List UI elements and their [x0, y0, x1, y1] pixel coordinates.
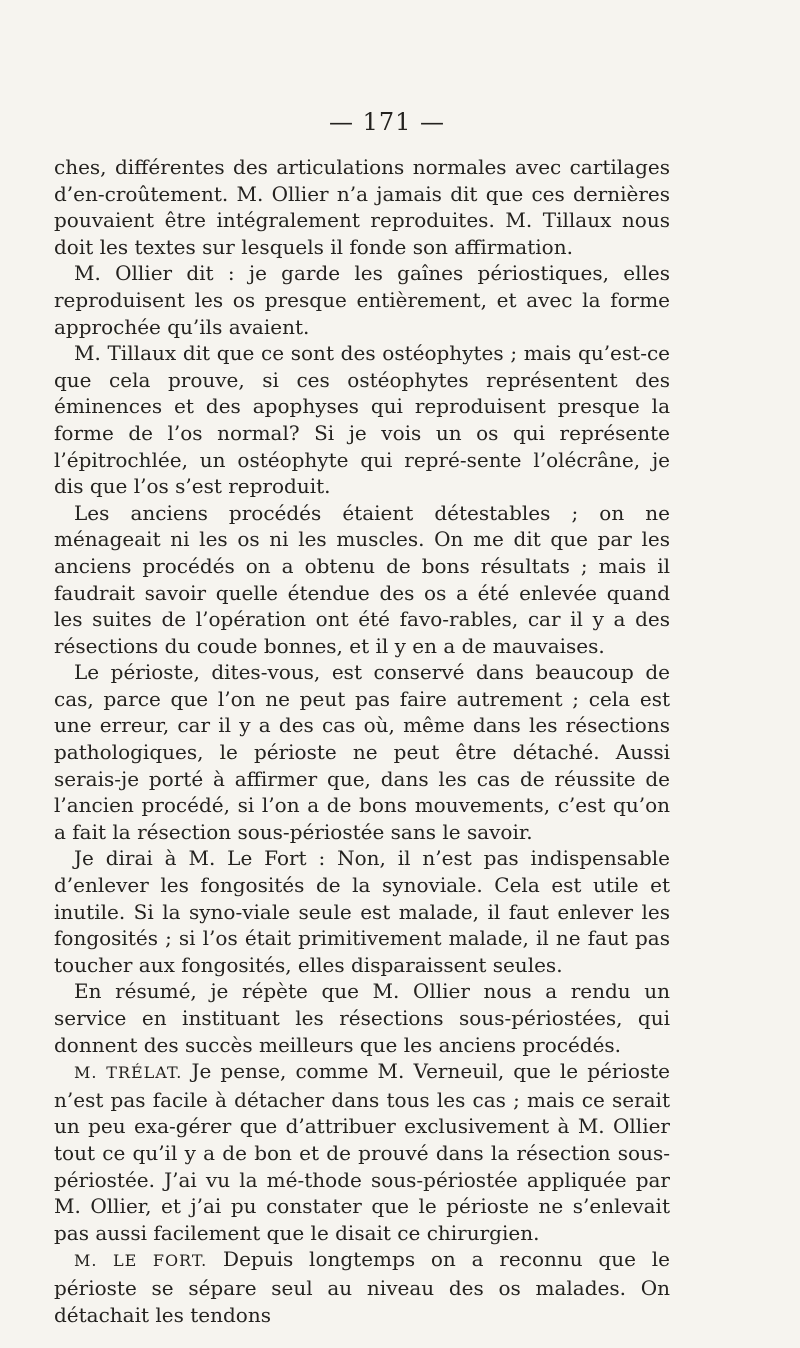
page-number: — 171 — — [328, 108, 446, 136]
text-body — [54, 154, 670, 1328]
paragraph-9 — [54, 1246, 670, 1328]
paragraph-text: En résumé, je répète que M. Ollier nous a rendu un service en instituant les résections sous-périostées, qui donnent des succès meilleurs que les anciens procédés. — [54, 979, 670, 1057]
paragraph-1 — [54, 154, 670, 260]
paragraph-text: ches, différentes des articulations normales avec cartilages d’en-croûtement. M. Ollier n’a jamais dit que ces dernières pouvaient être intégralement reproduites. M. Tillaux nous doit les textes sur lesquels il fonde son affirmation. — [54, 155, 670, 259]
paragraph-text: Les anciens procédés étaient détestables ; on ne ménageait ni les os ni les muscles. On me dit que par les anciens procédés on a obtenu de bons résultats ; mais il faudrait savoir quelle étendue des os a été enlevée quand les suites de l’opération ont été favo-rables, car il y a des résections du coude bonnes, et il y en a de mauvaises. — [54, 500, 670, 658]
paragraph-8 — [54, 1058, 670, 1246]
paragraph-text: M. Ollier dit : je garde les gaînes périostiques, elles reproduisent les os presque entièrement, et avec la forme approchée qu’ils avaient. — [54, 261, 670, 339]
paragraph-text: M. Tillaux dit que ce sont des ostéophytes ; mais qu’est-ce que cela prouve, si ces ostéophytes représentent des éminences et des apophyses qui reproduisent presque la forme de l’os normal? Si je vois un os qui représente l’épitrochlée, un ostéophyte qui repré-sente l’olécrâne, je dis que l’os s’est reproduit. — [54, 341, 670, 499]
paragraph-text: Je dirai à M. Le Fort : Non, il n’est pas indispensable d’enlever les fongosités de la synoviale. Cela est utile et inutile. Si la syno-viale seule est malade, il faut enlever les fongosités ; si l’os était primitivement malade, il ne faut pas toucher aux fongosités, elles disparaissent seules. — [54, 846, 670, 977]
paragraph-6 — [54, 845, 670, 978]
paragraph-text: Je pense, comme M. Verneuil, que le périoste n’est pas facile à détacher dans tous les cas ; mais ce serait un peu exa-gérer que d’attribuer exclusivement à M. Ollier tout ce qu’il y a de bon et de prouvé dans la résection sous-périostée. J’ai vu la mé-thode sous-périostée appliquée par M. Ollier, et j’ai pu constater que le périoste ne s’enlevait pas aussi facilement que le disait ce chirurgien. — [54, 1059, 670, 1245]
paragraph-text: Le périoste, dites-vous, est conservé dans beaucoup de cas, parce que l’on ne peut pas faire autrement ; cela est une erreur, car il y a des cas où, même dans les résections pathologiques, le périoste ne peut être détaché. Aussi serais-je porté à affirmer que, dans les cas de réussite de l’ancien procédé, si l’on a de bons mouvements, c’est qu’on a fait la résection sous-périostée sans le savoir. — [54, 660, 670, 844]
paragraph-text: Depuis longtemps on a reconnu que le périoste se sépare seul au niveau des os malades. On détachait les tendons — [54, 1247, 670, 1327]
paragraph-4 — [54, 500, 670, 660]
speaker-name: M. LE FORT. — [74, 1251, 208, 1271]
paragraph-7 — [54, 978, 670, 1058]
paragraph-2 — [54, 260, 670, 340]
speaker-name: M. TRÉLAT. — [74, 1063, 183, 1083]
paragraph-3 — [54, 340, 670, 500]
paragraph-5 — [54, 659, 670, 845]
